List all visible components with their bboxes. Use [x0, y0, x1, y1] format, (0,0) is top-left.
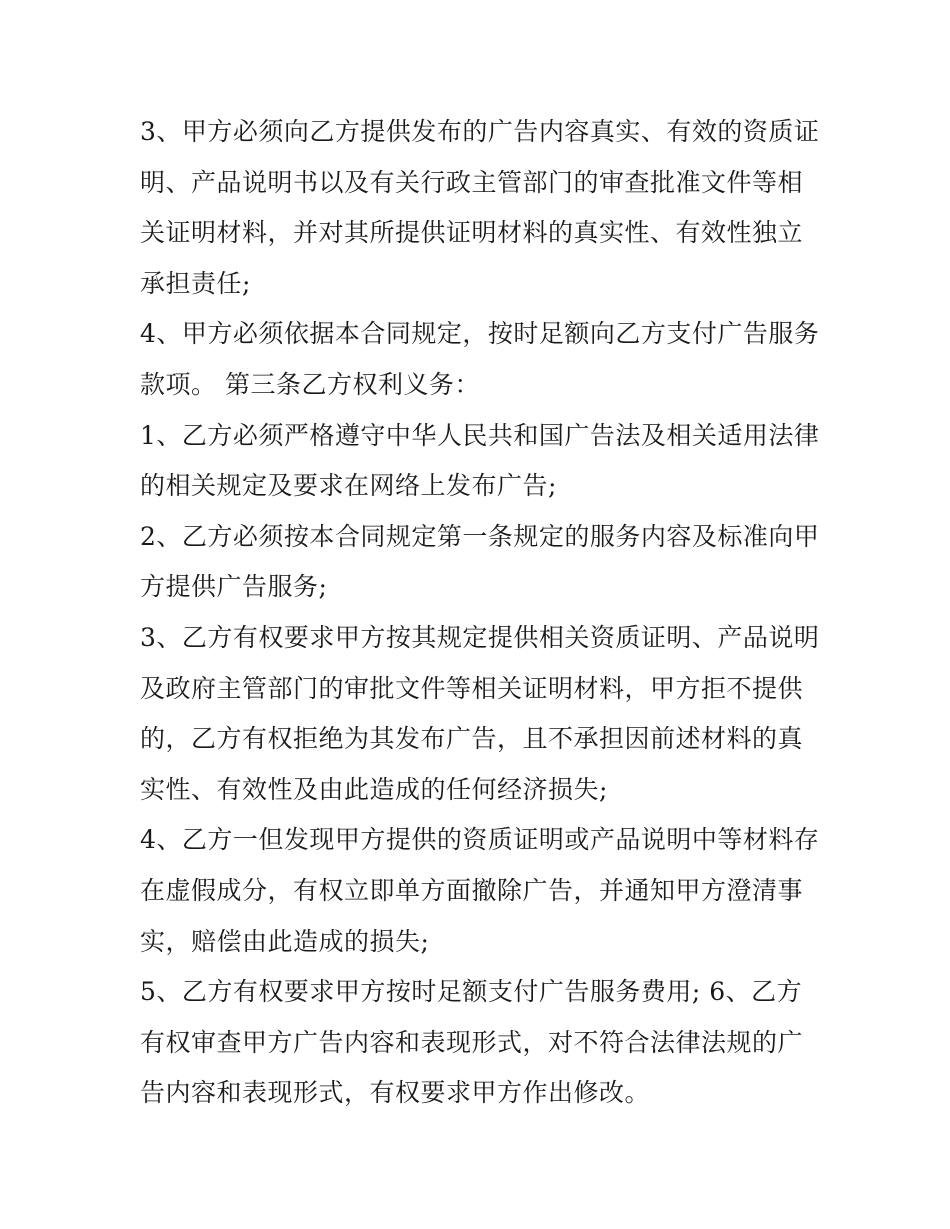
paragraph-party-b-clause-5-6: 5、乙方有权要求甲方按时足额支付广告服务费用; 6、乙方有权审查甲方广告内容和表现形式，对不符合法律法规的广告内容和表现形式，有权要求甲方作出修改。	[140, 977, 804, 1108]
paragraph-party-b-clause-3: 3、乙方有权要求甲方按其规定提供相关资质证明、产品说明及政府主管部门的审批文件等相关证明材料，甲方拒不提供的，乙方有权拒绝为其发布广告，且不承担因前述材料的真实性、有效性及由此造成的任何经济损失;	[140, 622, 820, 804]
document-body	[140, 107, 820, 1119]
paragraph-party-b-clause-4: 4、乙方一但发现甲方提供的资质证明或产品说明中等材料存在虚假成分，有权立即单方面撤除广告，并通知甲方澄清事实，赔偿由此造成的损失;	[140, 825, 820, 956]
paragraph-party-a-clause-3: 3、甲方必须向乙方提供发布的广告内容真实、有效的资质证明、产品说明书以及有关行政主管部门的审查批准文件等相关证明材料，并对其所提供证明材料的真实性、有效性独立承担责任;	[140, 117, 820, 298]
paragraph-party-b-clause-2: 2、乙方必须按本合同规定第一条规定的服务内容及标准向甲方提供广告服务;	[140, 521, 820, 602]
paragraph-party-a-clause-4: 4、甲方必须依据本合同规定，按时足额向乙方支付广告服务款项。 第三条乙方权利义务：	[140, 319, 820, 399]
paragraph-party-b-clause-1: 1、乙方必须严格遵守中华人民共和国广告法及相关适用法律的相关规定及要求在网络上发布广告;	[140, 420, 820, 501]
